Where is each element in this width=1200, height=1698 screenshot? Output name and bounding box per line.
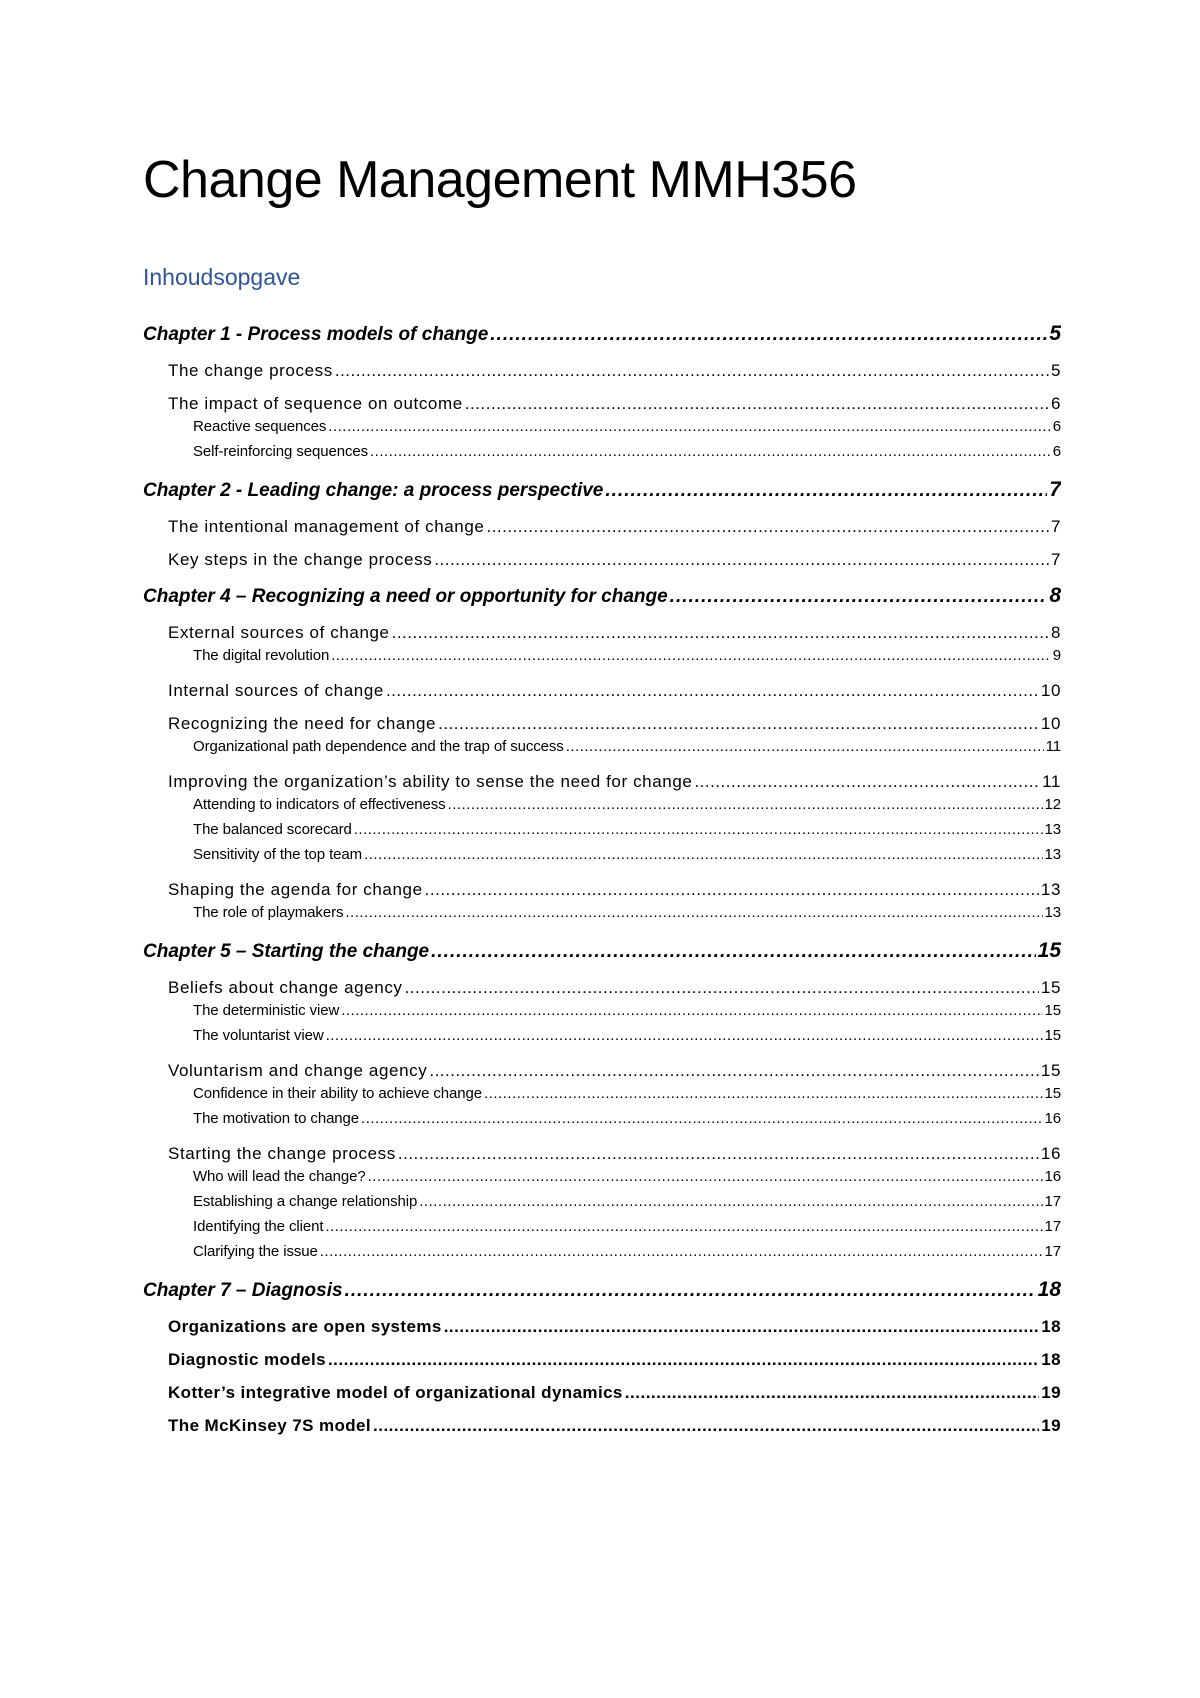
toc-entry-text: The balanced scorecard	[193, 821, 352, 838]
toc-dot-leader	[490, 324, 1047, 346]
toc-entry-text: The motivation to change	[193, 1110, 360, 1127]
toc-page-number: 18	[1041, 1350, 1061, 1369]
toc-dot-leader	[325, 1218, 1042, 1235]
toc-entry-level-2[interactable]	[143, 1416, 1061, 1440]
toc-dot-leader	[328, 1350, 1039, 1370]
toc-entry-text: Chapter 2 - Leading change: a process perspective	[143, 480, 604, 501]
toc-entry-level-3[interactable]	[143, 904, 1061, 929]
toc-dot-leader	[386, 681, 1039, 701]
toc-entry-text: Who will lead the change?	[193, 1168, 366, 1185]
toc-dot-leader	[438, 714, 1039, 734]
toc-page-number: 16	[1044, 1110, 1061, 1127]
toc-entry-text: The impact of sequence on outcome	[168, 394, 463, 413]
toc-dot-leader	[373, 1416, 1039, 1436]
toc-dot-leader	[405, 978, 1039, 998]
toc-entry-level-1[interactable]	[143, 939, 1061, 969]
table-of-contents	[143, 312, 1061, 1440]
toc-page-number: 13	[1044, 846, 1061, 863]
toc-dot-leader	[465, 394, 1049, 414]
toc-entry-text: Identifying the client	[193, 1218, 324, 1235]
toc-entry-level-2[interactable]	[143, 1350, 1061, 1374]
toc-page-number: 17	[1044, 1193, 1061, 1210]
toc-page-number: 13	[1044, 821, 1061, 838]
toc-page-number: 13	[1044, 904, 1061, 921]
toc-entry-level-3[interactable]	[143, 738, 1061, 763]
toc-entry-text: Attending to indicators of effectiveness	[193, 796, 446, 813]
toc-page-number: 11	[1042, 772, 1061, 791]
toc-entry-level-2[interactable]	[143, 1317, 1061, 1341]
toc-entry-text: The intentional management of change	[168, 517, 485, 536]
toc-page-number: 15	[1044, 1027, 1061, 1044]
toc-entry-text: Chapter 1 - Process models of change	[143, 324, 489, 345]
toc-page-number: 15	[1040, 978, 1061, 997]
toc-entry-text: Kotter’s integrative model of organizational dynamics	[168, 1383, 623, 1402]
toc-entry-text: Chapter 5 – Starting the change	[143, 941, 430, 962]
toc-dot-leader	[434, 550, 1049, 570]
toc-entry-text: Beliefs about change agency	[168, 978, 403, 997]
toc-dot-leader	[566, 738, 1044, 755]
toc-page-number: 5	[1049, 322, 1061, 345]
toc-entry-level-2[interactable]	[143, 517, 1061, 541]
toc-page-number: 8	[1049, 584, 1061, 607]
toc-entry-text: Reactive sequences	[193, 418, 327, 435]
toc-dot-leader	[331, 647, 1051, 664]
toc-page-number: 15	[1044, 1085, 1061, 1102]
toc-dot-leader	[484, 1085, 1042, 1102]
toc-page-number: 7	[1050, 550, 1061, 569]
toc-dot-leader	[425, 880, 1039, 900]
toc-dot-leader	[419, 1193, 1042, 1210]
toc-entry-level-2[interactable]	[143, 550, 1061, 574]
toc-page-number: 10	[1040, 714, 1061, 733]
toc-entry-text: Key steps in the change process	[168, 550, 433, 569]
toc-entry-level-3[interactable]	[143, 846, 1061, 871]
toc-entry-text: Clarifying the issue	[193, 1243, 318, 1260]
toc-page-number: 5	[1050, 361, 1061, 380]
toc-page-number: 18	[1041, 1317, 1061, 1336]
toc-entry-text: The voluntarist view	[193, 1027, 324, 1044]
toc-entry-text: Chapter 7 – Diagnosis	[143, 1280, 343, 1301]
toc-page-number: 9	[1052, 647, 1061, 664]
toc-entry-level-2[interactable]	[143, 1383, 1061, 1407]
toc-dot-leader	[364, 846, 1042, 863]
toc-page-number: 6	[1050, 394, 1061, 413]
toc-page-number: 16	[1040, 1144, 1061, 1163]
toc-entry-level-2[interactable]	[143, 714, 1061, 738]
toc-entry-text: Internal sources of change	[168, 681, 384, 700]
toc-entry-level-1[interactable]	[143, 1278, 1061, 1308]
toc-entry-level-2[interactable]	[143, 681, 1061, 705]
toc-entry-level-1[interactable]	[143, 478, 1061, 508]
toc-page-number: 17	[1044, 1243, 1061, 1260]
toc-entry-level-3[interactable]	[143, 1085, 1061, 1110]
toc-page-number: 15	[1040, 1061, 1061, 1080]
toc-dot-leader	[320, 1243, 1043, 1260]
toc-page-number: 16	[1044, 1168, 1061, 1185]
toc-dot-leader	[370, 443, 1051, 460]
toc-page-number: 6	[1052, 418, 1061, 435]
toc-entry-text: The deterministic view	[193, 1002, 340, 1019]
toc-dot-leader	[345, 904, 1042, 921]
toc-dot-leader	[670, 586, 1048, 608]
toc-entry-text: Improving the organization’s ability to sense the need for change	[168, 772, 693, 791]
toc-entry-level-3[interactable]	[143, 1110, 1061, 1135]
toc-entry-level-3[interactable]	[143, 1218, 1061, 1243]
toc-entry-level-2[interactable]	[143, 978, 1061, 1002]
toc-heading: Inhoudsopgave	[143, 264, 301, 290]
toc-entry-text: Starting the change process	[168, 1144, 396, 1163]
toc-entry-level-3[interactable]	[143, 1243, 1061, 1268]
toc-entry-level-3[interactable]	[143, 1002, 1061, 1027]
toc-entry-text: The role of playmakers	[193, 904, 344, 921]
toc-page-number: 19	[1041, 1383, 1061, 1402]
toc-page-number: 13	[1040, 880, 1061, 899]
toc-dot-leader	[429, 1061, 1039, 1081]
toc-entry-text: Recognizing the need for change	[168, 714, 437, 733]
toc-entry-level-3[interactable]	[143, 418, 1061, 443]
toc-entry-level-3[interactable]	[143, 796, 1061, 821]
toc-page-number: 17	[1044, 1218, 1061, 1235]
toc-entry-text: The digital revolution	[193, 647, 330, 664]
toc-entry-text: Diagnostic models	[168, 1350, 326, 1369]
toc-page-number: 11	[1045, 738, 1061, 755]
toc-dot-leader	[335, 361, 1049, 381]
toc-entry-level-3[interactable]	[143, 1027, 1061, 1052]
toc-page-number: 7	[1050, 517, 1061, 536]
toc-entry-level-2[interactable]	[143, 394, 1061, 418]
toc-entry-text: Confidence in their ability to achieve change	[193, 1085, 483, 1102]
toc-dot-leader	[354, 821, 1043, 838]
toc-entry-level-1[interactable]	[143, 584, 1061, 614]
toc-page-number: 10	[1040, 681, 1061, 700]
toc-entry-level-2[interactable]	[143, 880, 1061, 904]
toc-entry-level-2[interactable]	[143, 772, 1061, 796]
toc-dot-leader	[605, 480, 1047, 502]
toc-entry-text: Sensitivity of the top team	[193, 846, 363, 863]
toc-page-number: 6	[1052, 443, 1061, 460]
toc-entry-level-3[interactable]	[143, 1193, 1061, 1218]
toc-dot-leader	[341, 1002, 1042, 1019]
document-title: Change Management MMH356	[143, 151, 857, 209]
toc-page-number: 7	[1049, 478, 1061, 501]
toc-dot-leader	[328, 418, 1050, 435]
toc-dot-leader	[392, 623, 1049, 643]
toc-page-number: 8	[1050, 623, 1061, 642]
toc-page-number: 18	[1037, 1278, 1061, 1301]
toc-dot-leader	[486, 517, 1048, 537]
toc-entry-text: Self-reinforcing sequences	[193, 443, 368, 460]
toc-entry-text: Voluntarism and change agency	[168, 1061, 428, 1080]
toc-entry-text: Organizations are open systems	[168, 1317, 442, 1336]
toc-entry-text: The change process	[168, 361, 333, 380]
toc-page-number: 15	[1044, 1002, 1061, 1019]
toc-entry-text: The McKinsey 7S model	[168, 1416, 372, 1435]
toc-entry-text: Shaping the agenda for change	[168, 880, 423, 899]
toc-dot-leader	[368, 1168, 1043, 1185]
toc-dot-leader	[345, 1280, 1036, 1302]
toc-entry-text: Organizational path dependence and the trap of success	[193, 738, 564, 755]
toc-entry-level-2[interactable]	[143, 1144, 1061, 1168]
toc-entry-level-1[interactable]	[143, 322, 1061, 352]
toc-entry-text: External sources of change	[168, 623, 390, 642]
toc-entry-level-3[interactable]	[143, 647, 1061, 672]
toc-entry-level-2[interactable]	[143, 1061, 1061, 1085]
toc-dot-leader	[398, 1144, 1039, 1164]
toc-dot-leader	[444, 1317, 1040, 1337]
toc-page-number: 15	[1037, 939, 1061, 962]
toc-dot-leader	[694, 772, 1040, 792]
toc-entry-level-2[interactable]	[143, 361, 1061, 385]
toc-dot-leader	[326, 1027, 1043, 1044]
toc-entry-text: Chapter 4 – Recognizing a need or opportunity for change	[143, 586, 668, 607]
toc-entry-level-3[interactable]	[143, 443, 1061, 468]
toc-dot-leader	[448, 796, 1043, 813]
toc-entry-level-2[interactable]	[143, 623, 1061, 647]
toc-entry-level-3[interactable]	[143, 1168, 1061, 1193]
toc-dot-leader	[431, 941, 1036, 963]
toc-entry-text: Establishing a change relationship	[193, 1193, 418, 1210]
toc-page-number: 12	[1044, 796, 1061, 813]
toc-page-number: 19	[1041, 1416, 1061, 1435]
toc-dot-leader	[361, 1110, 1042, 1127]
toc-dot-leader	[625, 1383, 1039, 1403]
toc-entry-level-3[interactable]	[143, 821, 1061, 846]
